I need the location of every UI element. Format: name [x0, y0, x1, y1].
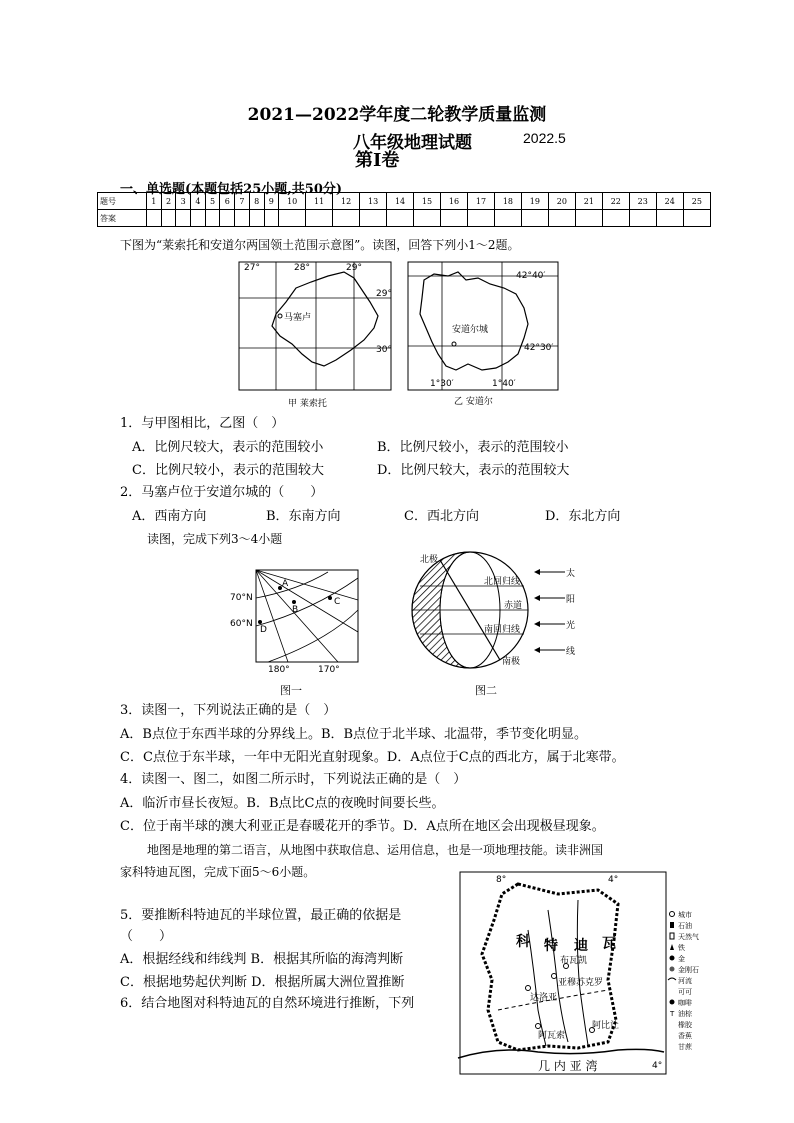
point-a: A — [282, 579, 289, 589]
map-ivory-coast — [458, 870, 699, 1078]
q3-options-cd: C．C点位于东半球，一年中无阳光直射现象。D．A点位于C点的西北方，属于北寒带。 — [120, 750, 625, 765]
north-pole-label: 北极 — [420, 555, 439, 565]
city-yamoussoukro: 亚穆苏克罗 — [558, 978, 604, 988]
lat-29: 29° — [376, 289, 392, 299]
answer-cell[interactable] — [333, 210, 360, 227]
question-number-cell: 22 — [602, 193, 629, 210]
lat-42-30: 42°30′ — [524, 343, 554, 353]
answer-cell[interactable] — [306, 210, 333, 227]
answer-cell[interactable] — [441, 210, 468, 227]
legend-gold: 金 — [678, 955, 685, 963]
city-bouake: 布瓦凯 — [560, 956, 588, 966]
map-legend — [668, 910, 699, 1051]
south-pole-label: 南极 — [502, 657, 521, 667]
question-number-cell: 6 — [220, 193, 235, 210]
question-number-cell: 25 — [683, 193, 710, 210]
intro-maps: 下图为“莱索托和安道尔两国领土范围示意图”。读图，回答下列小1～2题。 — [120, 238, 520, 252]
answer-cell[interactable] — [205, 210, 220, 227]
answer-cell[interactable] — [629, 210, 656, 227]
exam-date: 2022.5 — [523, 130, 566, 146]
answer-cell[interactable] — [467, 210, 494, 227]
equator-label: 赤道 — [504, 601, 523, 611]
answer-cell[interactable] — [249, 210, 264, 227]
sunlight-char-2: 阳 — [566, 595, 576, 605]
caption-andorra: 乙 安道尔 — [454, 397, 493, 407]
q4-options-ab: A．临沂市昼长夜短。B．B点比C点的夜晚时间要长些。 — [120, 796, 445, 811]
intro-ivory-2: 家科特迪瓦图，完成下面5～6小题。 — [120, 865, 316, 879]
question-number-cell: 20 — [548, 193, 575, 210]
country-char-2: 特 — [544, 938, 558, 954]
q2-option-d: D．东北方向 — [545, 509, 621, 524]
question-number-cell: 2 — [161, 193, 176, 210]
legend-oil-palm: 油棕 — [678, 1010, 692, 1018]
point-d: D — [260, 625, 267, 635]
exam-subtitle: 八年级地理试题 — [353, 133, 472, 153]
answer-cell[interactable] — [575, 210, 602, 227]
city-aboisso: 阿瓦索 — [538, 1031, 566, 1041]
answer-cell[interactable] — [656, 210, 683, 227]
q5-options-cd: C．根据地势起伏判断 D．根据所属大洲位置推断 — [120, 975, 405, 990]
answer-cell[interactable] — [220, 210, 235, 227]
lat-30: 30° — [376, 345, 392, 355]
sunlight-char-3: 光 — [566, 621, 576, 631]
country-char-3: 迪 — [574, 938, 588, 954]
lon-170: 170° — [318, 665, 340, 675]
map-lesotho — [236, 258, 398, 408]
row-label-answer: 答案 — [98, 210, 147, 227]
answer-cell[interactable] — [548, 210, 575, 227]
answer-cell[interactable] — [414, 210, 441, 227]
q2-option-c: C．西北方向 — [404, 509, 479, 524]
answer-cell[interactable] — [521, 210, 548, 227]
q1-option-d: D．比例尺较大，表示的范围较大 — [377, 463, 570, 478]
answer-cell[interactable] — [235, 210, 250, 227]
figure-one — [228, 560, 360, 700]
answer-cell[interactable] — [360, 210, 387, 227]
q3-options-ab: A．B点位于东西半球的分界线上。B．B点位于北半球、北温带，季节变化明显。 — [120, 727, 588, 742]
q5-stem: 5．要推断科特迪瓦的半球位置，最正确的依据是 — [120, 908, 402, 923]
answer-cell[interactable] — [191, 210, 206, 227]
caption-lesotho: 甲 莱索托 — [288, 399, 327, 409]
country-char-1: 科 — [516, 934, 530, 950]
caption-fig1: 图一 — [280, 684, 302, 697]
q1-option-b: B．比例尺较小，表示的范围较小 — [377, 440, 569, 455]
lon-29: 29° — [346, 263, 362, 273]
legend-coffee: 咖啡 — [678, 999, 692, 1007]
answer-cell[interactable] — [683, 210, 710, 227]
lon-1-30: 1°30′ — [430, 379, 454, 389]
answer-cell[interactable] — [279, 210, 306, 227]
q2-option-a: A．西南方向 — [132, 509, 207, 524]
point-b: B — [292, 605, 299, 615]
q2-stem: 2．马塞卢位于安道尔城的（ ） — [120, 485, 324, 500]
lon-1-40: 1°40′ — [492, 379, 516, 389]
question-number-cell: 3 — [176, 193, 191, 210]
question-number-cell: 11 — [306, 193, 333, 210]
legend-oil: 石油 — [678, 922, 692, 930]
city-andorra-la-vella: 安道尔城 — [452, 325, 489, 335]
tropic-of-cancer-label: 北回归线 — [484, 577, 521, 587]
lon-180: 180° — [268, 665, 290, 675]
q1-stem: 1．与甲图相比，乙图（ ） — [120, 416, 285, 431]
answer-cell[interactable] — [494, 210, 521, 227]
answer-cell[interactable] — [161, 210, 176, 227]
question-number-cell: 14 — [387, 193, 414, 210]
question-number-cell: 10 — [279, 193, 306, 210]
sunlight-char-4: 线 — [566, 647, 576, 657]
answer-cell[interactable] — [264, 210, 279, 227]
caption-fig2: 图二 — [475, 684, 497, 697]
question-number-cell: 15 — [414, 193, 441, 210]
question-number-cell: 18 — [494, 193, 521, 210]
answer-cell[interactable] — [176, 210, 191, 227]
sunlight-char-1: 太 — [566, 569, 576, 579]
legend-sugarcane: 甘蔗 — [678, 1043, 692, 1051]
lat-70n: 70°N — [230, 593, 253, 603]
question-number-cell: 21 — [575, 193, 602, 210]
q1-option-a: A．比例尺较大，表示的范围较小 — [132, 440, 324, 455]
row-label-number: 题号 — [98, 193, 147, 210]
answer-table-number-row — [98, 193, 711, 210]
lon-28: 28° — [294, 263, 310, 273]
q4-options-cd: C．位于南半球的澳大利亚正是春暖花开的季节。D．A点所在地区会出现极昼现象。 — [120, 819, 605, 834]
answer-table — [97, 192, 711, 227]
answer-cell[interactable] — [147, 210, 162, 227]
q3-stem: 3．读图一，下列说法正确的是（ ） — [120, 703, 337, 718]
legend-cocoa: 可可 — [678, 988, 692, 996]
exam-title: 2021—2022学年度二轮教学质量监测 — [247, 105, 547, 125]
legend-banana: 香蕉 — [678, 1032, 692, 1040]
figure-two — [400, 552, 580, 700]
lon-27: 27° — [244, 263, 260, 273]
volume-title: 第Ⅰ卷 — [355, 150, 400, 171]
legend-iron: 铁 — [678, 944, 685, 952]
question-number-cell: 7 — [235, 193, 250, 210]
question-number-cell: 24 — [656, 193, 683, 210]
section-heading: 一、单选题(本题包括25小题,共50分) — [120, 182, 343, 197]
gulf-of-guinea-label: 几 内 亚 湾 — [538, 1059, 598, 1073]
q6-stem: 6．结合地图对科特迪瓦的自然环境进行推断，下列 — [120, 996, 415, 1011]
question-number-cell: 5 — [205, 193, 220, 210]
lon-8: 8° — [496, 875, 507, 885]
legend-river: 河流 — [678, 977, 692, 985]
country-char-4: 瓦 — [602, 936, 616, 952]
lat-42-40: 42°40′ — [516, 271, 546, 281]
answer-cell[interactable] — [602, 210, 629, 227]
question-number-cell: 13 — [360, 193, 387, 210]
lat-60n: 60°N — [230, 619, 253, 629]
q1-option-c: C．比例尺较小，表示的范围较大 — [132, 463, 324, 478]
legend-diamond: 金刚石 — [678, 966, 699, 974]
q2-option-b: B．东南方向 — [266, 509, 341, 524]
q4-stem: 4．读图一、图二，如图二所示时，下列说法正确的是（ ） — [120, 772, 467, 787]
question-number-cell: 23 — [629, 193, 656, 210]
legend-rubber: 橡胶 — [678, 1021, 692, 1029]
answer-table-answer-row — [98, 210, 711, 227]
question-number-cell: 19 — [521, 193, 548, 210]
question-number-cell: 4 — [191, 193, 206, 210]
q5-options-ab: A．根据经线和纬线判 B．根据其所临的海湾判断 — [120, 952, 404, 967]
lat-4: 4° — [652, 1061, 663, 1071]
point-c: C — [334, 597, 341, 607]
question-number-cell: 17 — [467, 193, 494, 210]
question-number-cell: 1 — [147, 193, 162, 210]
city-daloa: 达洛亚 — [530, 993, 558, 1003]
intro-ivory-1: 地图是地理的第二语言，从地图中获取信息、运用信息，也是一项地理技能。读非洲国 — [147, 843, 604, 857]
map-andorra — [404, 258, 564, 408]
intro-figs: 读图，完成下列3～4小题 — [147, 532, 283, 546]
question-number-cell: 12 — [333, 193, 360, 210]
lon-4: 4° — [608, 875, 619, 885]
legend-oil-palm-mark: T — [670, 1010, 675, 1018]
legend-gas: 天然气 — [678, 933, 699, 941]
q5-paren: （ ） — [120, 929, 173, 944]
tropic-of-capricorn-label: 南回归线 — [484, 625, 521, 635]
answer-cell[interactable] — [387, 210, 414, 227]
question-number-cell: 8 — [249, 193, 264, 210]
question-number-cell: 16 — [441, 193, 468, 210]
city-maseru: 马塞卢 — [284, 313, 312, 323]
legend-city: 城市 — [678, 911, 692, 919]
question-number-cell: 9 — [264, 193, 279, 210]
city-abidjan: 阿比让 — [592, 1021, 620, 1031]
